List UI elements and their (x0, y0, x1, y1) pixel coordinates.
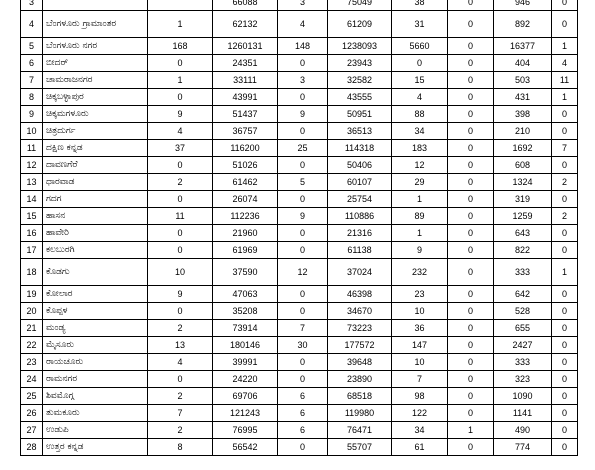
value-cell-c3: 0 (278, 157, 328, 174)
district-name-cell: ಮಂಡ್ಯ (43, 320, 148, 337)
value-cell-c3: 0 (278, 439, 328, 456)
serial-number-cell: 12 (21, 157, 43, 174)
table-row (21, 140, 578, 157)
table-body (21, 0, 578, 456)
value-cell-c7: 210 (494, 123, 552, 140)
value-cell-c1: 11 (148, 208, 213, 225)
value-cell-c6: 0 (448, 208, 494, 225)
value-cell-c3: 0 (278, 55, 328, 72)
value-cell-c4: 25754 (328, 191, 392, 208)
district-name-cell: ಕೋಲಾರ (43, 286, 148, 303)
serial-number-cell: 18 (21, 259, 43, 286)
district-name-cell: ತುಮಕೂರು (43, 405, 148, 422)
value-cell-c1: 13 (148, 337, 213, 354)
value-cell-c1: 9 (148, 106, 213, 123)
value-cell-c6: 0 (448, 157, 494, 174)
value-cell-c1: 0 (148, 303, 213, 320)
serial-number-cell: 4 (21, 11, 43, 38)
serial-number-cell: 9 (21, 106, 43, 123)
value-cell-c1: 2 (148, 422, 213, 439)
table-row (21, 11, 578, 38)
value-cell-c8: 0 (552, 11, 578, 38)
value-cell-c1 (148, 0, 213, 11)
value-cell-c1: 0 (148, 371, 213, 388)
district-name-cell: ಗದಗ (43, 191, 148, 208)
table-row (21, 0, 578, 11)
district-name-cell: ಕಲಬುರಗಿ (43, 242, 148, 259)
value-cell-c7: 333 (494, 354, 552, 371)
table-row (21, 72, 578, 89)
value-cell-c6: 0 (448, 123, 494, 140)
value-cell-c1: 0 (148, 225, 213, 242)
value-cell-c7: 655 (494, 320, 552, 337)
value-cell-c7: 319 (494, 191, 552, 208)
value-cell-c7: 892 (494, 11, 552, 38)
serial-number-cell: 17 (21, 242, 43, 259)
value-cell-c1: 2 (148, 174, 213, 191)
value-cell-c8: 1 (552, 38, 578, 55)
table-row (21, 38, 578, 55)
table-row (21, 89, 578, 106)
value-cell-c3: 3 (278, 72, 328, 89)
serial-number-cell: 8 (21, 89, 43, 106)
serial-number-cell: 24 (21, 371, 43, 388)
value-cell-c3: 0 (278, 225, 328, 242)
table-row (21, 225, 578, 242)
value-cell-c3: 0 (278, 191, 328, 208)
value-cell-c6: 0 (448, 225, 494, 242)
table-row (21, 422, 578, 439)
value-cell-c4: 37024 (328, 259, 392, 286)
value-cell-c2: 43991 (213, 89, 278, 106)
value-cell-c6: 0 (448, 140, 494, 157)
value-cell-c1: 7 (148, 405, 213, 422)
value-cell-c8: 0 (552, 371, 578, 388)
district-name-cell: ಕೊಪ್ಪಳ (43, 303, 148, 320)
value-cell-c5: 12 (392, 157, 448, 174)
value-cell-c3: 12 (278, 259, 328, 286)
value-cell-c8: 0 (552, 0, 578, 11)
value-cell-c3: 0 (278, 303, 328, 320)
value-cell-c5: 5660 (392, 38, 448, 55)
value-cell-c7: 333 (494, 259, 552, 286)
value-cell-c2: 61462 (213, 174, 278, 191)
value-cell-c4: 73223 (328, 320, 392, 337)
value-cell-c6: 0 (448, 286, 494, 303)
value-cell-c8: 4 (552, 55, 578, 72)
district-name-cell: ಕೊಡಗು (43, 259, 148, 286)
value-cell-c2: 69706 (213, 388, 278, 405)
value-cell-c8: 2 (552, 174, 578, 191)
value-cell-c6: 0 (448, 55, 494, 72)
serial-number-cell: 19 (21, 286, 43, 303)
value-cell-c4: 43555 (328, 89, 392, 106)
district-name-cell: ದಕ್ಷಿಣ ಕನ್ನಡ (43, 140, 148, 157)
value-cell-c8: 0 (552, 303, 578, 320)
value-cell-c8: 0 (552, 191, 578, 208)
value-cell-c2: 33111 (213, 72, 278, 89)
value-cell-c8: 0 (552, 242, 578, 259)
value-cell-c6: 0 (448, 174, 494, 191)
district-name-cell: ಚಿಕ್ಕಮಗಳೂರು (43, 106, 148, 123)
value-cell-c8: 0 (552, 320, 578, 337)
value-cell-c1: 37 (148, 140, 213, 157)
value-cell-c2: 26074 (213, 191, 278, 208)
value-cell-c8: 2 (552, 208, 578, 225)
serial-number-cell: 28 (21, 439, 43, 456)
serial-number-cell: 25 (21, 388, 43, 405)
value-cell-c4: 177572 (328, 337, 392, 354)
value-cell-c8: 0 (552, 123, 578, 140)
value-cell-c3: 6 (278, 388, 328, 405)
value-cell-c7: 1692 (494, 140, 552, 157)
value-cell-c3: 9 (278, 106, 328, 123)
serial-number-cell: 21 (21, 320, 43, 337)
value-cell-c5: 61 (392, 439, 448, 456)
value-cell-c8: 0 (552, 337, 578, 354)
value-cell-c6: 0 (448, 354, 494, 371)
table-row (21, 286, 578, 303)
value-cell-c5: 122 (392, 405, 448, 422)
value-cell-c7: 1259 (494, 208, 552, 225)
value-cell-c2: 21960 (213, 225, 278, 242)
value-cell-c1: 1 (148, 72, 213, 89)
value-cell-c1: 168 (148, 38, 213, 55)
serial-number-cell: 15 (21, 208, 43, 225)
value-cell-c3: 0 (278, 371, 328, 388)
value-cell-c4: 119980 (328, 405, 392, 422)
district-name-cell: ಬೀದರ್ (43, 55, 148, 72)
value-cell-c5: 98 (392, 388, 448, 405)
value-cell-c3: 7 (278, 320, 328, 337)
value-cell-c5: 1 (392, 225, 448, 242)
value-cell-c1: 2 (148, 388, 213, 405)
table-row (21, 55, 578, 72)
value-cell-c8: 0 (552, 286, 578, 303)
value-cell-c2: 61969 (213, 242, 278, 259)
district-name-cell: ಹಾವೇರಿ (43, 225, 148, 242)
serial-number-cell: 16 (21, 225, 43, 242)
value-cell-c1: 0 (148, 242, 213, 259)
district-name-cell: ಚಿತ್ರದುರ್ಗ (43, 123, 148, 140)
serial-number-cell: 26 (21, 405, 43, 422)
value-cell-c2: 39991 (213, 354, 278, 371)
value-cell-c4: 68518 (328, 388, 392, 405)
value-cell-c4: 50951 (328, 106, 392, 123)
value-cell-c2: 62132 (213, 11, 278, 38)
value-cell-c3: 6 (278, 405, 328, 422)
value-cell-c1: 2 (148, 320, 213, 337)
value-cell-c2: 47063 (213, 286, 278, 303)
value-cell-c1: 9 (148, 286, 213, 303)
value-cell-c7: 503 (494, 72, 552, 89)
value-cell-c6: 0 (448, 371, 494, 388)
value-cell-c2: 112236 (213, 208, 278, 225)
value-cell-c2: 37590 (213, 259, 278, 286)
value-cell-c4: 75049 (328, 0, 392, 11)
value-cell-c5: 31 (392, 11, 448, 38)
table-row (21, 371, 578, 388)
value-cell-c4: 23943 (328, 55, 392, 72)
district-name-cell: ರಾಯಚೂರು (43, 354, 148, 371)
value-cell-c6: 0 (448, 11, 494, 38)
value-cell-c3: 0 (278, 354, 328, 371)
value-cell-c7: 528 (494, 303, 552, 320)
district-name-cell: ಚಿಕ್ಕಬಳ್ಳಾಪುರ (43, 89, 148, 106)
value-cell-c8: 0 (552, 106, 578, 123)
serial-number-cell: 10 (21, 123, 43, 140)
value-cell-c8: 0 (552, 439, 578, 456)
value-cell-c3: 0 (278, 89, 328, 106)
value-cell-c4: 50406 (328, 157, 392, 174)
district-name-cell: ಶಿವಮೊಗ್ಗ (43, 388, 148, 405)
value-cell-c2: 180146 (213, 337, 278, 354)
value-cell-c7: 1090 (494, 388, 552, 405)
value-cell-c8: 1 (552, 89, 578, 106)
value-cell-c2: 76995 (213, 422, 278, 439)
value-cell-c4: 39648 (328, 354, 392, 371)
district-name-cell: ಧಾರವಾಡ (43, 174, 148, 191)
value-cell-c1: 8 (148, 439, 213, 456)
value-cell-c3: 30 (278, 337, 328, 354)
value-cell-c6: 0 (448, 0, 494, 11)
value-cell-c2: 116200 (213, 140, 278, 157)
table-row (21, 174, 578, 191)
value-cell-c5: 29 (392, 174, 448, 191)
value-cell-c7: 490 (494, 422, 552, 439)
district-covid-table (20, 0, 578, 456)
value-cell-c8: 0 (552, 422, 578, 439)
table-row (21, 123, 578, 140)
value-cell-c7: 404 (494, 55, 552, 72)
table-row (21, 208, 578, 225)
serial-number-cell: 7 (21, 72, 43, 89)
value-cell-c4: 36513 (328, 123, 392, 140)
value-cell-c3: 0 (278, 123, 328, 140)
district-name-cell: ಹಾಸನ (43, 208, 148, 225)
table-row (21, 157, 578, 174)
value-cell-c8: 0 (552, 388, 578, 405)
value-cell-c5: 10 (392, 303, 448, 320)
value-cell-c4: 21316 (328, 225, 392, 242)
value-cell-c4: 76471 (328, 422, 392, 439)
value-cell-c5: 0 (392, 55, 448, 72)
serial-number-cell: 23 (21, 354, 43, 371)
value-cell-c5: 183 (392, 140, 448, 157)
value-cell-c4: 46398 (328, 286, 392, 303)
table-row (21, 439, 578, 456)
value-cell-c7: 822 (494, 242, 552, 259)
value-cell-c6: 0 (448, 72, 494, 89)
value-cell-c8: 7 (552, 140, 578, 157)
value-cell-c3: 148 (278, 38, 328, 55)
value-cell-c6: 0 (448, 89, 494, 106)
value-cell-c2: 51437 (213, 106, 278, 123)
district-name-cell: ಉಡುಪಿ (43, 422, 148, 439)
value-cell-c4: 61138 (328, 242, 392, 259)
value-cell-c6: 0 (448, 303, 494, 320)
value-cell-c5: 36 (392, 320, 448, 337)
table-row (21, 354, 578, 371)
district-name-cell: ಉತ್ತರ ಕನ್ನಡ (43, 439, 148, 456)
value-cell-c6: 0 (448, 259, 494, 286)
value-cell-c7: 2427 (494, 337, 552, 354)
value-cell-c5: 15 (392, 72, 448, 89)
value-cell-c1: 4 (148, 354, 213, 371)
value-cell-c3: 0 (278, 242, 328, 259)
value-cell-c2: 51026 (213, 157, 278, 174)
value-cell-c7: 643 (494, 225, 552, 242)
value-cell-c2: 1260131 (213, 38, 278, 55)
value-cell-c5: 34 (392, 422, 448, 439)
serial-number-cell: 27 (21, 422, 43, 439)
value-cell-c1: 0 (148, 89, 213, 106)
value-cell-c3: 6 (278, 422, 328, 439)
value-cell-c1: 0 (148, 157, 213, 174)
value-cell-c8: 1 (552, 259, 578, 286)
district-name-cell: ಬೆಂಗಳೂರು ಗ್ರಾಮಾಂತರ (43, 11, 148, 38)
value-cell-c4: 55707 (328, 439, 392, 456)
serial-number-cell: 14 (21, 191, 43, 208)
value-cell-c8: 0 (552, 225, 578, 242)
value-cell-c6: 0 (448, 405, 494, 422)
value-cell-c6: 0 (448, 337, 494, 354)
value-cell-c7: 16377 (494, 38, 552, 55)
value-cell-c4: 1238093 (328, 38, 392, 55)
value-cell-c7: 398 (494, 106, 552, 123)
district-name-cell: ರಾಮನಗರ (43, 371, 148, 388)
value-cell-c6: 0 (448, 388, 494, 405)
value-cell-c3: 4 (278, 11, 328, 38)
serial-number-cell: 11 (21, 140, 43, 157)
value-cell-c6: 0 (448, 38, 494, 55)
value-cell-c7: 774 (494, 439, 552, 456)
value-cell-c6: 1 (448, 422, 494, 439)
value-cell-c2: 66088 (213, 0, 278, 11)
table-row (21, 405, 578, 422)
serial-number-cell: 22 (21, 337, 43, 354)
value-cell-c2: 36757 (213, 123, 278, 140)
value-cell-c5: 147 (392, 337, 448, 354)
table-row (21, 242, 578, 259)
value-cell-c3: 25 (278, 140, 328, 157)
value-cell-c1: 4 (148, 123, 213, 140)
value-cell-c7: 946 (494, 0, 552, 11)
value-cell-c6: 0 (448, 242, 494, 259)
value-cell-c4: 34670 (328, 303, 392, 320)
value-cell-c5: 10 (392, 354, 448, 371)
district-name-cell (43, 0, 148, 11)
value-cell-c2: 35208 (213, 303, 278, 320)
value-cell-c1: 0 (148, 55, 213, 72)
district-name-cell: ಮೈಸೂರು (43, 337, 148, 354)
value-cell-c1: 0 (148, 191, 213, 208)
value-cell-c5: 232 (392, 259, 448, 286)
value-cell-c5: 1 (392, 191, 448, 208)
value-cell-c4: 61209 (328, 11, 392, 38)
value-cell-c2: 121243 (213, 405, 278, 422)
value-cell-c6: 0 (448, 191, 494, 208)
value-cell-c5: 34 (392, 123, 448, 140)
serial-number-cell: 3 (21, 0, 43, 11)
value-cell-c5: 9 (392, 242, 448, 259)
value-cell-c3: 3 (278, 0, 328, 11)
value-cell-c4: 23890 (328, 371, 392, 388)
value-cell-c5: 38 (392, 0, 448, 11)
value-cell-c7: 608 (494, 157, 552, 174)
value-cell-c4: 60107 (328, 174, 392, 191)
serial-number-cell: 20 (21, 303, 43, 320)
serial-number-cell: 13 (21, 174, 43, 191)
value-cell-c3: 5 (278, 174, 328, 191)
value-cell-c2: 56542 (213, 439, 278, 456)
value-cell-c7: 1141 (494, 405, 552, 422)
table-row (21, 337, 578, 354)
table-row (21, 191, 578, 208)
value-cell-c1: 1 (148, 11, 213, 38)
value-cell-c7: 1324 (494, 174, 552, 191)
value-cell-c6: 0 (448, 106, 494, 123)
value-cell-c3: 9 (278, 208, 328, 225)
value-cell-c8: 11 (552, 72, 578, 89)
value-cell-c5: 23 (392, 286, 448, 303)
value-cell-c6: 0 (448, 320, 494, 337)
value-cell-c8: 0 (552, 157, 578, 174)
serial-number-cell: 6 (21, 55, 43, 72)
table-row (21, 320, 578, 337)
value-cell-c5: 89 (392, 208, 448, 225)
value-cell-c2: 24220 (213, 371, 278, 388)
table-row (21, 303, 578, 320)
value-cell-c4: 114318 (328, 140, 392, 157)
value-cell-c5: 4 (392, 89, 448, 106)
value-cell-c5: 7 (392, 371, 448, 388)
value-cell-c4: 110886 (328, 208, 392, 225)
table-row (21, 106, 578, 123)
value-cell-c2: 24351 (213, 55, 278, 72)
value-cell-c2: 73914 (213, 320, 278, 337)
value-cell-c8: 0 (552, 405, 578, 422)
district-name-cell: ಬೆಂಗಳೂರು ನಗರ (43, 38, 148, 55)
table-row (21, 388, 578, 405)
value-cell-c7: 323 (494, 371, 552, 388)
value-cell-c6: 0 (448, 439, 494, 456)
district-name-cell: ಚಾಮರಾಜನಗರ (43, 72, 148, 89)
value-cell-c3: 0 (278, 286, 328, 303)
value-cell-c7: 642 (494, 286, 552, 303)
value-cell-c5: 88 (392, 106, 448, 123)
district-name-cell: ದಾವಣಗೆರೆ (43, 157, 148, 174)
value-cell-c7: 431 (494, 89, 552, 106)
table-row (21, 259, 578, 286)
serial-number-cell: 5 (21, 38, 43, 55)
value-cell-c8: 0 (552, 354, 578, 371)
value-cell-c1: 10 (148, 259, 213, 286)
value-cell-c4: 32582 (328, 72, 392, 89)
